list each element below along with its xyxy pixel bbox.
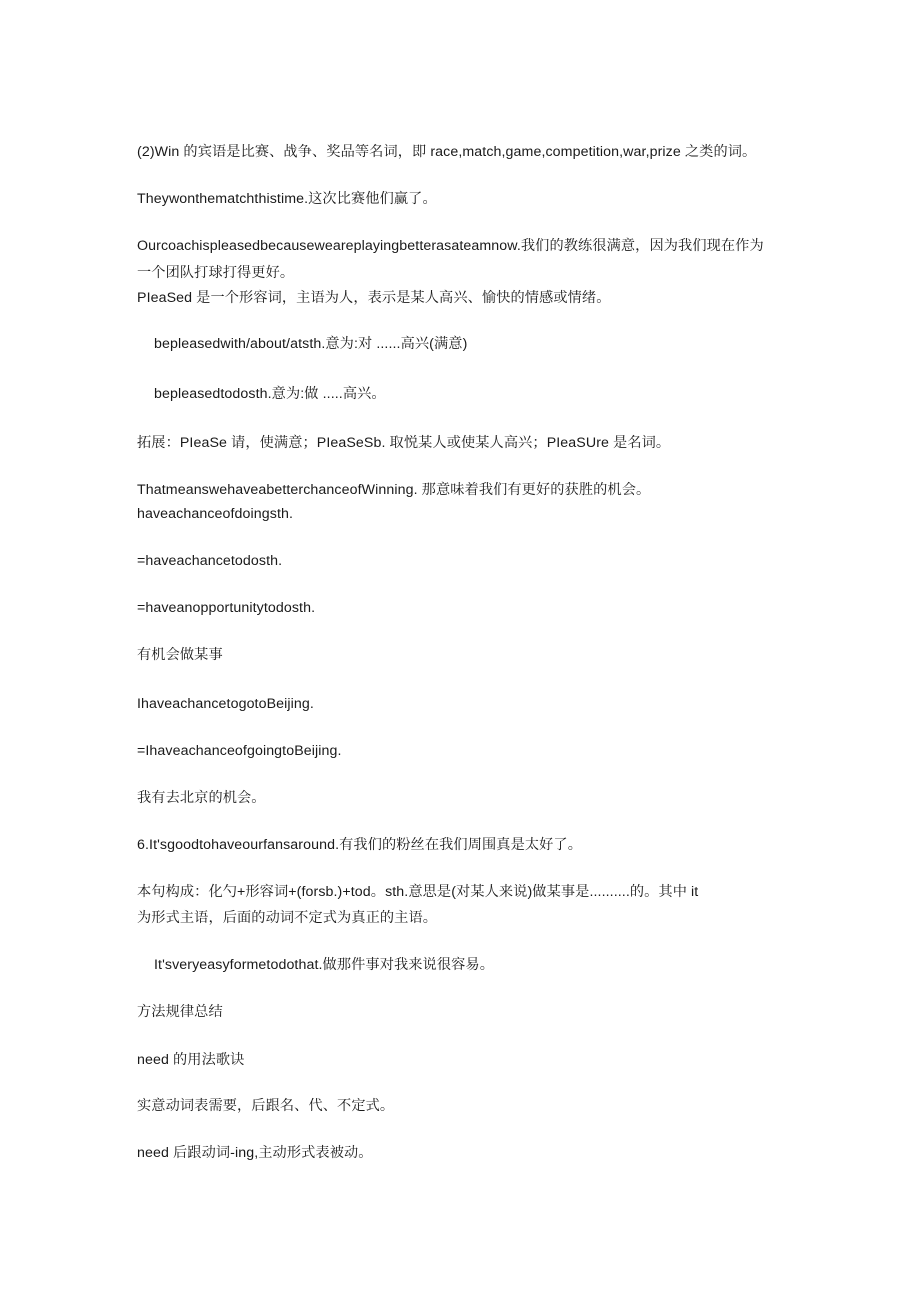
text-line: =haveanopportunitytodosth.: [137, 600, 316, 616]
text-line: 方法规律总结: [137, 1004, 223, 1020]
text-line: bepleasedtodosth.意为:做 .....高兴。: [154, 386, 386, 402]
text-line: (2)Win 的宾语是比赛、战争、奖品等名词，即 race,match,game,competition,war,prize 之类的词。: [137, 144, 757, 160]
text-line: 一个团队打球打得更好。: [137, 265, 295, 281]
text-line: haveachanceofdoingsth.: [137, 506, 294, 522]
text-line: 实意动词表需要，后跟名、代、不定式。: [137, 1098, 395, 1114]
text-line: ThatmeanswehaveabetterchanceofWinning. 那意味着我们有更好的获胜的机会。: [137, 482, 651, 498]
text-line: need 后跟动词-ing,主动形式表被动。: [137, 1145, 373, 1161]
text-line: 拓展：PIeaSe 请，使满意；PIeaSeSb. 取悦某人或使某人高兴；PIeaSUre 是名词。: [137, 435, 671, 451]
text-line: IhaveachancetogotoBeijing.: [137, 696, 314, 712]
text-line: 为形式主语，后面的动词不定式为真正的主语。: [137, 910, 438, 926]
text-line: Ourcoachispleasedbecauseweareplayingbetterasateamnow.我们的教练很满意，因为我们现在作为: [137, 238, 764, 254]
text-line: 6.It'sgoodtohaveourfansaround.有我们的粉丝在我们周围真是太好了。: [137, 837, 583, 853]
text-line: 我有去北京的机会。: [137, 790, 266, 806]
text-line: It'sveryeasyformetodothat.做那件事对我来说很容易。: [154, 957, 494, 973]
text-line: Theywonthematchthistime.这次比赛他们赢了。: [137, 191, 437, 207]
text-line: bepleasedwith/about/atsth.意为:对 ......高兴(满意): [154, 336, 468, 352]
text-line: 本句构成：化勺+形容词+(forsb.)+tod。sth.意思是(对某人来说)做某事是..........的。其中 it: [137, 884, 699, 900]
text-line: 有机会做某事: [137, 647, 223, 663]
text-line: =haveachancetodosth.: [137, 553, 283, 569]
text-line: need 的用法歌诀: [137, 1052, 245, 1068]
text-line: PIeaSed 是一个形容词，主语为人，表示是某人高兴、愉快的情感或情绪。: [137, 290, 611, 306]
text-line: =IhaveachanceofgoingtoBeijing.: [137, 743, 342, 759]
